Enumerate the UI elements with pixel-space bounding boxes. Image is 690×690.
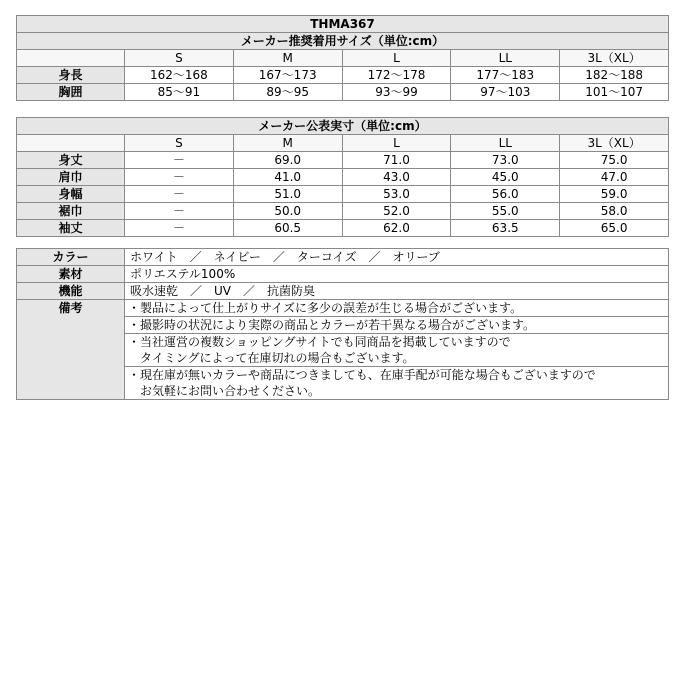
size-header: 3L（XL） [560, 135, 669, 152]
row-label: カラー [17, 249, 125, 266]
table-cell: 50.0 [233, 203, 342, 220]
row-label: 身丈 [17, 152, 125, 169]
size-header-row [17, 135, 669, 152]
size-header: LL [451, 135, 560, 152]
row-label: 身長 [17, 67, 125, 84]
size-header: LL [451, 50, 560, 67]
table-cell: 172～178 [342, 67, 451, 84]
model-number: THMA367 [17, 16, 669, 33]
size-header: S [125, 135, 234, 152]
actual-size-title: メーカー公表実寸（単位:cm） [17, 118, 669, 135]
size-header: L [342, 50, 451, 67]
recommended-size-table [16, 15, 669, 101]
row-label: 身幅 [17, 186, 125, 203]
table-cell: － [125, 152, 234, 169]
size-header-row [17, 50, 669, 67]
note-item [125, 334, 669, 367]
row-label: 裾巾 [17, 203, 125, 220]
table-cell: 63.5 [451, 220, 560, 237]
table-cell: 97～103 [451, 84, 560, 101]
color-options: ホワイト ／ ネイビー ／ ターコイズ ／ オリーブ [125, 249, 669, 266]
table-cell: 162～168 [125, 67, 234, 84]
table-cell: 56.0 [451, 186, 560, 203]
table-cell: 62.0 [342, 220, 451, 237]
table-row [17, 220, 669, 237]
size-header: 3L（XL） [560, 50, 669, 67]
table-cell: 177～183 [451, 67, 560, 84]
function-value: 吸水速乾 ／ UV ／ 抗菌防臭 [125, 283, 669, 300]
table-cell: 69.0 [233, 152, 342, 169]
note-row [17, 300, 669, 317]
row-label: 機能 [17, 283, 125, 300]
note-line: ・当社運営の複数ショッピングサイトでも同商品を掲載していますので [128, 335, 511, 349]
table-cell: 101～107 [560, 84, 669, 101]
table-row [17, 169, 669, 186]
note-line: ・現在庫が無いカラーや商品につきましても、在庫手配が可能な場合もございますので [128, 368, 596, 382]
note-line: ・製品によって仕上がりサイズに多少の誤差が生じる場合がございます。 [128, 301, 523, 315]
note-item [125, 367, 669, 400]
info-row-color [17, 249, 669, 266]
note-line: お気軽にお問い合わせください。 [128, 384, 321, 398]
table-cell: 60.5 [233, 220, 342, 237]
row-label: 胸囲 [17, 84, 125, 101]
table-cell: － [125, 203, 234, 220]
table-row [17, 186, 669, 203]
row-label: 袖丈 [17, 220, 125, 237]
table-cell: 85～91 [125, 84, 234, 101]
note-line: タイミングによって在庫切れの場合もございます。 [128, 351, 415, 365]
table-cell: 75.0 [560, 152, 669, 169]
note-item [125, 300, 669, 317]
table-cell: － [125, 169, 234, 186]
table-cell: 58.0 [560, 203, 669, 220]
recommended-size-title: メーカー推奨着用サイズ（単位:cm） [17, 33, 669, 50]
size-header: L [342, 135, 451, 152]
table-row [17, 152, 669, 169]
table-cell: － [125, 220, 234, 237]
material-value: ポリエステル100% [125, 266, 669, 283]
table-cell: 73.0 [451, 152, 560, 169]
table-row [17, 67, 669, 84]
info-row-function [17, 283, 669, 300]
table-cell: 51.0 [233, 186, 342, 203]
table-cell: 167～173 [233, 67, 342, 84]
table-cell: 93～99 [342, 84, 451, 101]
info-row-material [17, 266, 669, 283]
table-cell: － [125, 186, 234, 203]
table-cell: 52.0 [342, 203, 451, 220]
note-item [125, 317, 669, 334]
table-cell: 59.0 [560, 186, 669, 203]
table-cell: 89～95 [233, 84, 342, 101]
notes-label: 備考 [17, 300, 125, 400]
row-label: 素材 [17, 266, 125, 283]
row-label: 肩巾 [17, 169, 125, 186]
table-cell: 55.0 [451, 203, 560, 220]
table-cell: 71.0 [342, 152, 451, 169]
table-cell: 45.0 [451, 169, 560, 186]
corner-cell [17, 50, 125, 67]
table-row [17, 203, 669, 220]
table-cell: 182～188 [560, 67, 669, 84]
actual-size-table [16, 117, 669, 237]
table-cell: 53.0 [342, 186, 451, 203]
table-row [17, 84, 669, 101]
size-header: S [125, 50, 234, 67]
size-header: M [233, 50, 342, 67]
table-cell: 43.0 [342, 169, 451, 186]
note-line: ・撮影時の状況により実際の商品とカラーが若干異なる場合がございます。 [128, 318, 536, 332]
product-info-table [16, 248, 669, 400]
table-cell: 41.0 [233, 169, 342, 186]
table-cell: 47.0 [560, 169, 669, 186]
table-cell: 65.0 [560, 220, 669, 237]
size-header: M [233, 135, 342, 152]
corner-cell [17, 135, 125, 152]
